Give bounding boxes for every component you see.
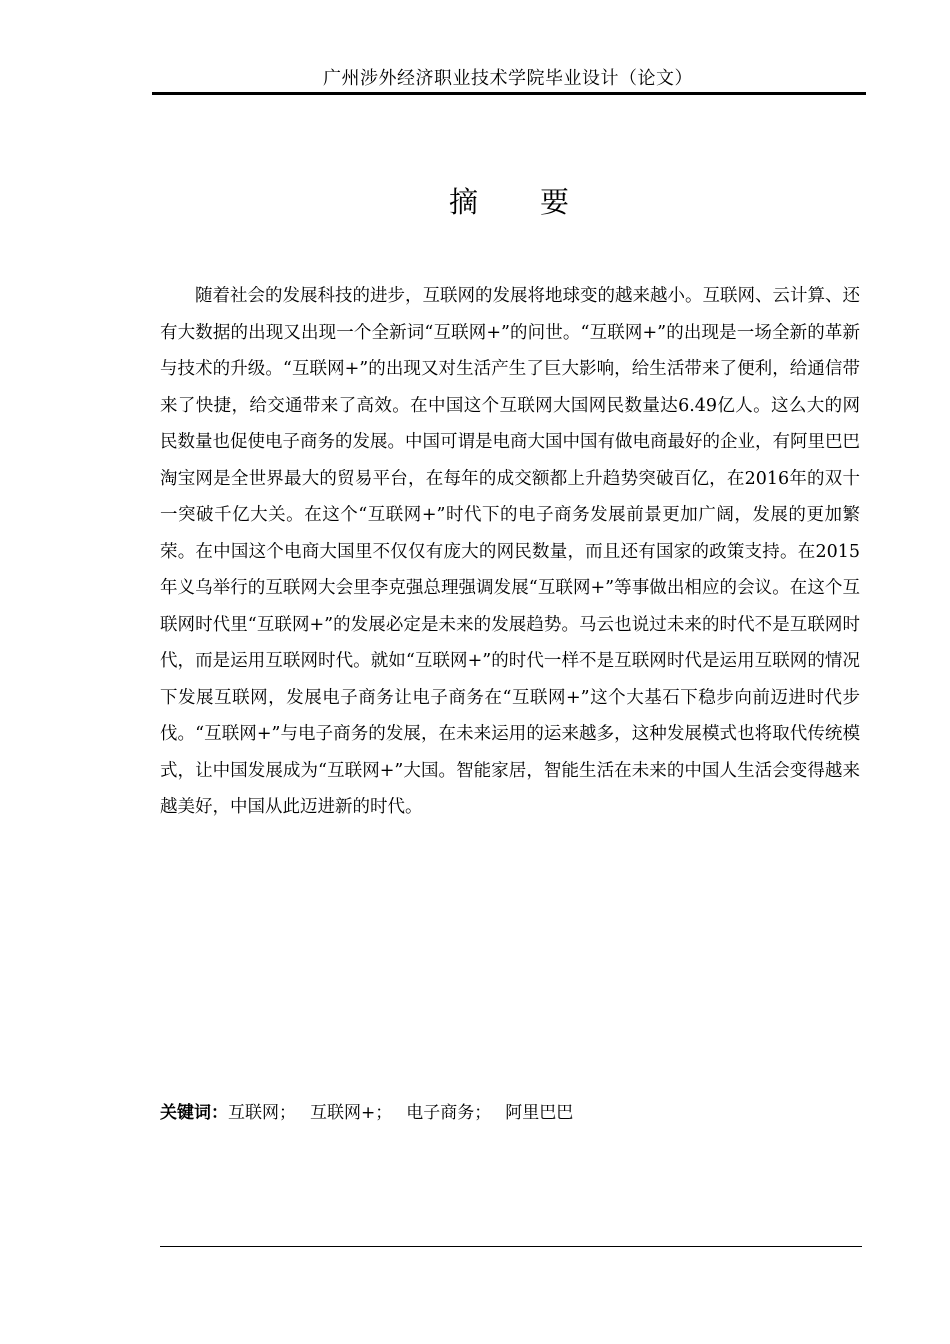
abstract-heading	[152, 182, 866, 222]
keywords-line	[160, 1100, 587, 1126]
running-header-title: 广州涉外经济职业技术学院毕业设计（论文）	[323, 68, 693, 89]
abstract-paragraph: 随着社会的发展科技的进步，互联网的发展将地球变的越来越小。互联网、云计算、还有大数据的出现又出现一个全新词“互联网+”的问世。“互联网+”的出现是一场全新的革新与技术的升级。“互联网+”的出现又对生活产生了巨大影响，给生活带来了便利，给通信带来了快捷，给交通带来了高效。在中国这个互联网大国网民数量达6.49亿人。这么大的网民数量也促使电子商务的发展。中国可谓是电商大国中国有做电商最好的企业，有阿里巴巴淘宝网是全世界最大的贸易平台，在每年的成交额都上升趋势突破百亿，在2016年的双十一突破千亿大关。在这个“互联网+”时代下的电子商务发展前景更加广阔，发展的更加繁荣。在中国这个电商大国里不仅仅有庞大的网民数量，而且还有国家的政策支持。在2015年义乌举行的互联网大会里李克强总理强调发展“互联网+”等事做出相应的会议。在这个互联网时代里“互联网+”的发展必定是未来的发展趋势。马云也说过未来的时代不是互联网时代，而是运用互联网时代。就如“互联网+”的时代一样不是互联网时代是运用互联网的情况下发展互联网，发展电子商务让电子商务在“互联网+”这个大基石下稳步向前迈进时代步伐。“互联网+”与电子商务的发展，在未来运用的运来越多，这种发展模式也将取代传统模式，让中国发展成为“互联网+”大国。智能家居，智能生活在未来的中国人生活会变得越来越美好，中国从此迈进新的时代。	[160, 286, 860, 817]
keywords-label: 关键词：	[160, 1103, 228, 1123]
keyword-item: 互联网+；	[310, 1103, 393, 1123]
keyword-item: 电子商务；	[406, 1103, 492, 1123]
abstract-heading-char-2: 要	[540, 185, 570, 219]
keyword-item: 互联网；	[228, 1103, 296, 1123]
keyword-item: 阿里巴巴	[505, 1103, 574, 1123]
header-divider	[152, 92, 866, 95]
footer-divider	[160, 1246, 862, 1247]
abstract-heading-char-1: 摘	[448, 185, 478, 219]
